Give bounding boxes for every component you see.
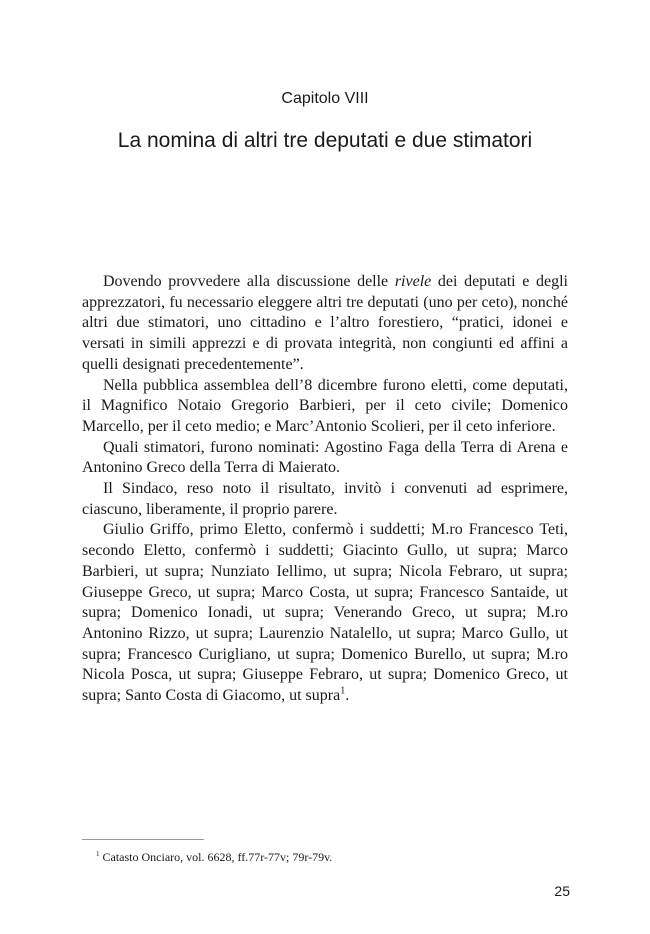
footnote-mark: 1: [96, 850, 100, 858]
paragraph-1-start: Dovendo provvedere alla discussione delle: [103, 273, 395, 290]
paragraph-1-rest: dei deputati e degli apprezzatori, fu necessario eleggere altri tre deputati (uno per ceto), nonché altri due stimatori, uno cittadino e l’altro forestiero, “pratici, idonei e versati in simili apprezzi e di provata integrità, non congiunti ed affini a quelli designati precedentemente”.: [82, 273, 568, 373]
paragraph-2: Nella pubblica assemblea dell’8 dicembre furono eletti, come deputati, il Magnifico Notaio Gregorio Barbieri, per il ceto civile; Domenico Marcello, per il ceto medio; e Marc’Antonio Scolieri, per il ceto inferiore.: [82, 376, 568, 435]
chapter-label: Capitolo VIII: [281, 90, 369, 107]
footnote-divider: [82, 839, 204, 840]
footnote: [96, 850, 332, 864]
paragraph-5: [82, 520, 568, 706]
paragraph-5-end: .: [345, 687, 350, 705]
italic-term-rivele: rivele: [394, 273, 432, 290]
footnote-text: Catasto Onciaro, vol. 6628, ff.77r-77v; 79r-79v.: [102, 850, 333, 864]
paragraph-4: Il Sindaco, reso noto il risultato, invitò i convenuti ad esprimere, ciascuno, liberamente, il proprio parere.: [82, 480, 568, 518]
chapter-title: La nomina di altri tre deputati e due stimatori: [117, 129, 533, 152]
paragraph-1: [82, 272, 568, 376]
footnote-reference[interactable]: 1: [340, 685, 346, 697]
paragraph-5-text: Giulio Griffo, primo Eletto, confermò i suddetti; M.ro Francesco Teti, secondo Eletto, confermò i suddetti; Giacinto Gullo, ut supra; Marco Barbieri, ut supra; Nunziato Iellimo, ut supra; Nicola Febraro, ut supra; Giuseppe Greco, ut supra; Marco Costa, ut supra; Francesco Santaide, ut supra; Domenico Ionadi, ut supra; Venerando Greco, ut supra; M.ro Antonino Rizzo, ut supra; Laurenzio Natalello, ut supra; Marco Gullo, ut supra; Francesco Curigliano, ut supra; Domenico Burello, ut supra; M.ro Nicola Posca, ut supra; Giuseppe Febraro, ut supra; Domenico Greco, ut supra; Santo Costa di Giacomo, ut supra: [82, 521, 568, 705]
paragraph-3: Quali stimatori, furono nominati: Agostino Faga della Terra di Arena e Antonino Greco della Terra di Maierato.: [82, 438, 568, 477]
page-number: 25: [554, 883, 570, 899]
body-text: [82, 272, 568, 707]
